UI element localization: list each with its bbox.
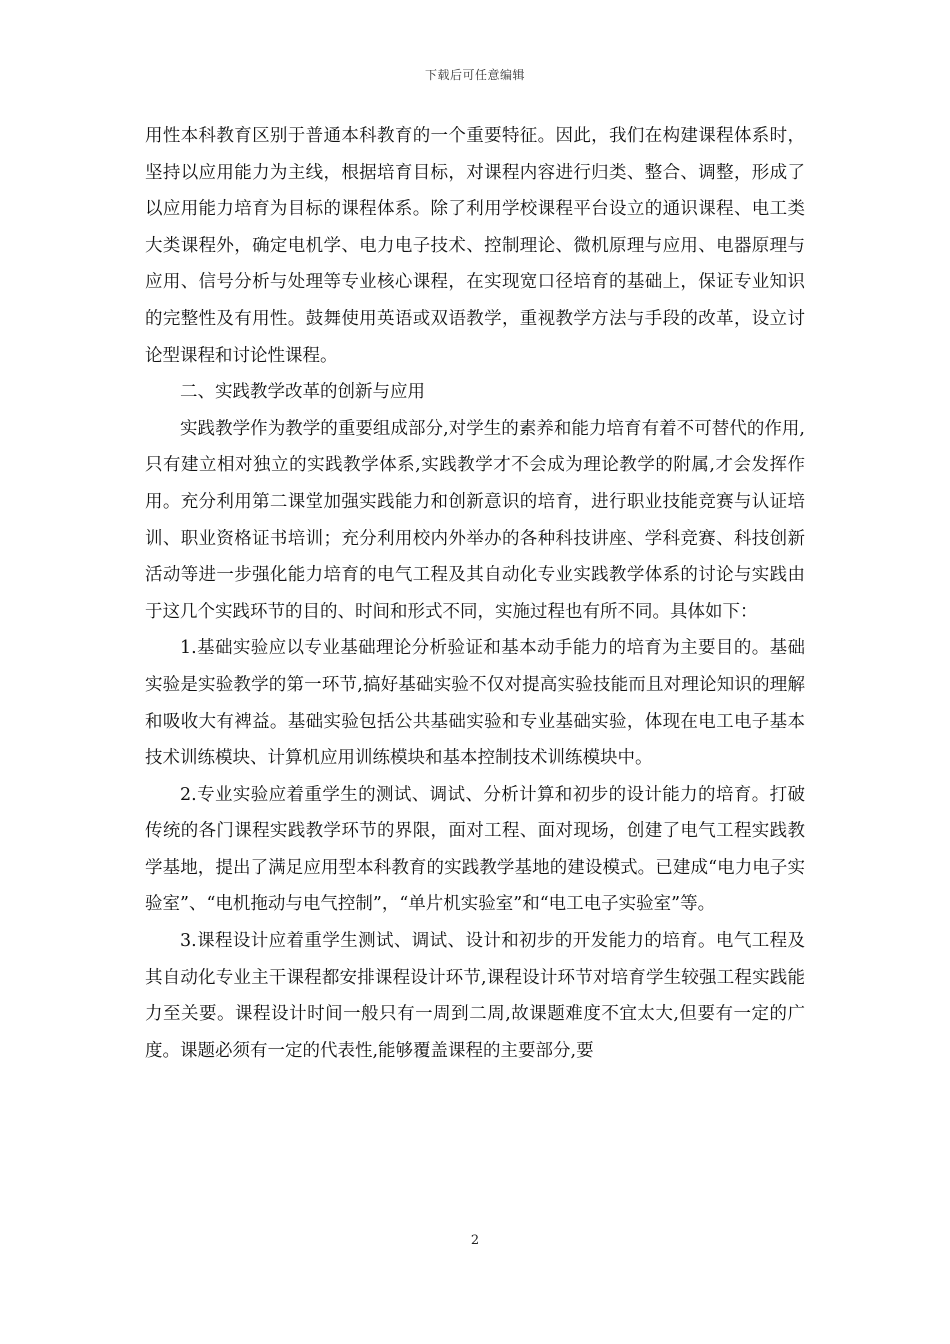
paragraph-course-design: 3.课程设计应着重学生测试、调试、设计和初步的开发能力的培育。电气工程及其自动化专业主干课程都安排课程设计环节,课程设计环节对培育学生较强工程实践能力至关要。课程设计时间一般只有一周到二周,故课题难度不宜太大,但要有一定的广度。课题必须有一定的代表性,能够覆盖课程的主要部分,要 xyxy=(145,931,805,1061)
header-note: 下载后可任意编辑 xyxy=(424,68,525,82)
paragraph-professional-experiment: 2.专业实验应着重学生的测试、调试、分析计算和初步的设计能力的培育。打破传统的各门课程实践教学环节的界限，面对工程、面对现场，创建了电气工程实践教学基地，提出了满足应用型本科教育的实践教学基地的建设模式。已建成“电力电子实验室”、“电机拖动与电气控制”，“单片机实验室”和“电工电子实验室”等。 xyxy=(145,784,805,915)
page-number: 2 xyxy=(470,1233,480,1248)
section-heading-practice-teaching: 二、实践教学改革的创新与应用 xyxy=(180,382,425,403)
body-text xyxy=(145,118,805,1069)
paragraph-course-system: 用性本科教育区别于普通本科教育的一个重要特征。因此，我们在构建课程体系时，坚持以应用能力为主线，根据培育目标，对课程内容进行归类、整合、调整，形成了以应用能力培育为目标的课程体系。除了利用学校课程平台设立的通识课程、电工类大类课程外，确定电机学、电力电子技术、控制理论、微机原理与应用、电器原理与应用、信号分析与处理等专业核心课程，在实现宽口径培育的基础上，保证专业知识的完整性及有用性。鼓舞使用英语或双语教学，重视教学方法与手段的改革，设立讨论型课程和讨论性课程。 xyxy=(145,126,805,366)
paragraph-basic-experiment: 1.基础实验应以专业基础理论分析验证和基本动手能力的培育为主要目的。基础实验是实验教学的第一环节,搞好基础实验不仅对提高实验技能而且对理论知识的理解和吸收大有裨益。基础实验包括公共基础实验和专业基础实验，体现在电工电子基本技术训练模块、计算机应用训练模块和基本控制技术训练模块中。 xyxy=(145,638,805,769)
paragraph-practice-teaching: 实践教学作为教学的重要组成部分,对学生的素养和能力培育有着不可替代的作用,只有建立相对独立的实践教学体系,实践教学才不会成为理论教学的附属,才会发挥作用。充分利用第二课堂加强实践能力和创新意识的培育，进行职业技能竞赛与认证培训、职业资格证书培训；充分利用校内外举办的各种科技讲座、学科竞赛、科技创新活动等进一步强化能力培育的电气工程及其自动化专业实践教学体系的讨论与实践由于这几个实践环节的目的、时间和形式不同，实施过程也有所不同。具体如下： xyxy=(145,418,805,622)
